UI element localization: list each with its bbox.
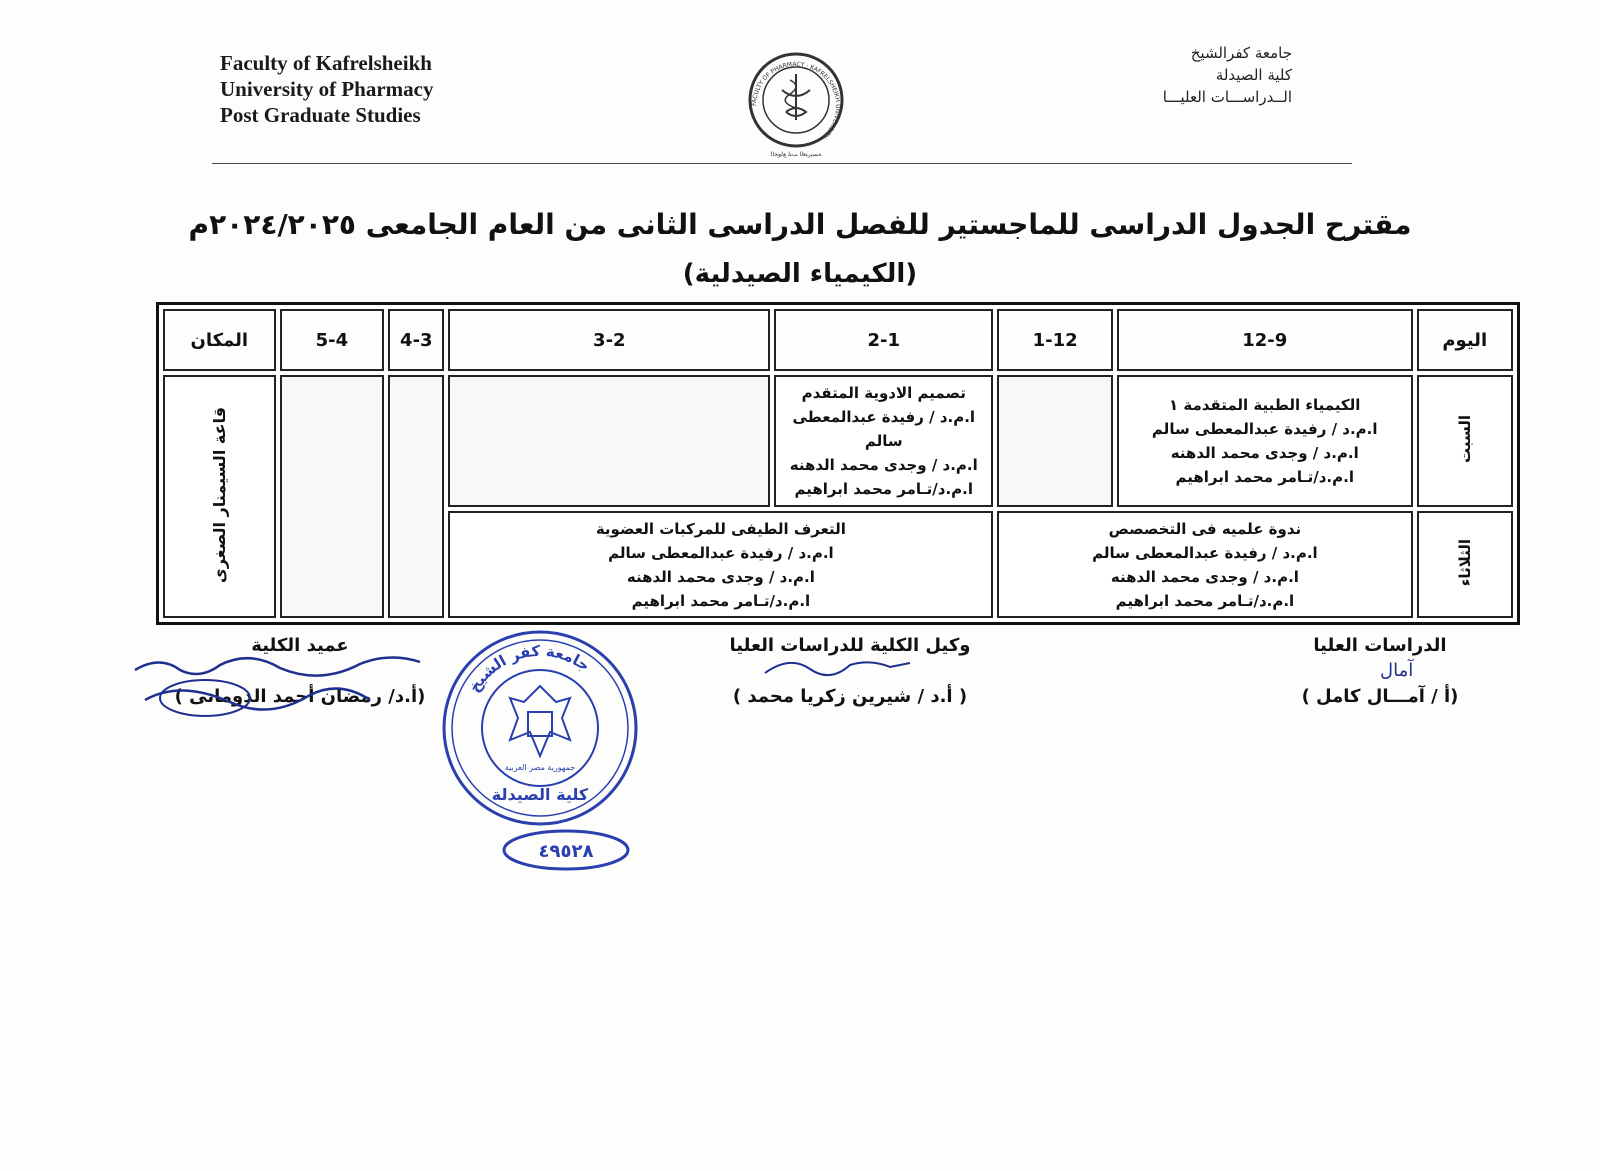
instructor: ا.م.د/تـامر محمد ابراهيم [1175, 468, 1354, 487]
seal-outer-text: جامعة كفر الشيخ [465, 641, 594, 696]
header-slot: 4-3 [388, 309, 444, 371]
faculty-logo [740, 50, 852, 162]
arabic-header-line: كلية الصيدلة [1215, 66, 1292, 84]
header-slot: 5-4 [280, 309, 385, 371]
course-title: ندوة علميه فى التخصصص [1108, 519, 1302, 538]
instructor: ا.م.د/تـامر محمد ابراهيم [1115, 591, 1295, 610]
logo-caption: ﺔﺴﻳﺮﺘﻌﻟﺍ ﺐﻨﻟ ﻊﻟﻮﺠﻟﺍ [770, 151, 822, 158]
instructor: ا.م.د / رفيدة عبدالمعطى سالم [608, 543, 834, 562]
schedule-header-row [163, 309, 1513, 371]
signature-name: ( أ.د / شيرين زكريا محمد ) [732, 686, 968, 707]
page-title: مقترح الجدول الدراسى للماجستير للفصل الدراسى الثانى من العام الجامعى ٢٠٢٤/٢٠٢٥م [188, 208, 1412, 241]
day-label: الثلاثاء [1455, 539, 1474, 587]
signature-name: (أ / آمـــال كامل ) [1301, 686, 1459, 707]
english-header [220, 50, 433, 128]
seal-bottom-text: كلية الصيدلة [491, 785, 589, 804]
signature-role: عميد الكلية [251, 635, 349, 656]
university-seal-stamp [440, 628, 640, 828]
signature-role: الدراسات العليا [1313, 635, 1447, 656]
header-slot: 3-2 [448, 309, 770, 371]
signature-role: وكيل الكلية للدراسات العليا [729, 635, 971, 656]
place-label: قاعة السيمنار الصغرى [209, 406, 229, 583]
course-cell [997, 511, 1412, 618]
seal-inner-text: جمهورية مصر العربية [504, 763, 576, 772]
day-label: السبت [1455, 415, 1474, 464]
header-divider [212, 163, 1352, 164]
instructor: ا.م.د / رفيدة عبدالمعطى [792, 408, 976, 427]
instructor: سالم [864, 432, 903, 451]
page-subtitle: (الكيمياء الصيدلية) [682, 259, 918, 289]
dean-signature-scrawl [120, 640, 440, 740]
instructor: ا.م.د / وجدى محمد الدهنه [626, 567, 815, 586]
course-cell [774, 375, 993, 507]
instructor: ا.م.د / وجدى محمد الدهنه [789, 456, 978, 475]
saturday-row [163, 375, 1513, 507]
instructor: ا.م.د / رفيدة عبدالمعطى سالم [1151, 420, 1378, 439]
empty-cell [448, 375, 770, 507]
header-slot: 12-9 [1117, 309, 1413, 371]
instructor: ا.م.د / رفيدة عبدالمعطى سالم [1092, 543, 1318, 562]
english-header-line: Post Graduate Studies [220, 103, 421, 127]
english-header-line: University of Pharmacy [220, 77, 434, 101]
place-cell [163, 375, 276, 618]
registration-number-stamp [500, 827, 632, 873]
logo-ring-text: FACULTY OF PHARMACY · KAFRELSHEIKH UNIVERSITY [750, 60, 842, 140]
day-cell [1417, 375, 1514, 507]
signature-name: (أ.د/ رمضان أحمد الدومانى ) [174, 686, 426, 707]
course-title: التعرف الطيفى للمركبات العضوية [595, 519, 846, 538]
instructor: ا.م.د/تـامر محمد ابراهيم [794, 480, 973, 499]
english-header-line: Faculty of Kafrelsheikh [220, 51, 432, 75]
header-slot: 2-1 [774, 309, 993, 371]
instructor: ا.م.د/تـامر محمد ابراهيم [631, 591, 811, 610]
arabic-header [1163, 42, 1292, 108]
instructor: ا.م.د / وجدى محمد الدهنه [1110, 567, 1299, 586]
instructor: ا.م.د / وجدى محمد الدهنه [1170, 444, 1359, 463]
day-cell [1417, 511, 1514, 618]
arabic-header-line: الــدراســـات العليـــا [1162, 88, 1292, 106]
schedule-table [156, 302, 1520, 625]
arabic-header-line: جامعة كفرالشيخ [1190, 44, 1292, 62]
pg-handwritten-initial: آمال [1380, 660, 1414, 681]
course-title: الكيمياء الطبية المتقدمة ١ [1168, 396, 1361, 415]
header-slot: 1-12 [997, 309, 1113, 371]
course-title: تصميم الادوية المتقدم [801, 384, 966, 403]
header-day: اليوم [1417, 309, 1514, 371]
header-place: المكان [163, 309, 276, 371]
empty-cell [280, 375, 385, 618]
empty-cell [997, 375, 1113, 507]
schedule-table-wrapper [156, 302, 1520, 625]
empty-cell [388, 375, 444, 618]
course-cell [448, 511, 993, 618]
course-cell [1117, 375, 1413, 507]
registration-number: ٤٩٥٢٨ [538, 841, 594, 862]
vice-dean-signature-scrawl [760, 645, 920, 685]
